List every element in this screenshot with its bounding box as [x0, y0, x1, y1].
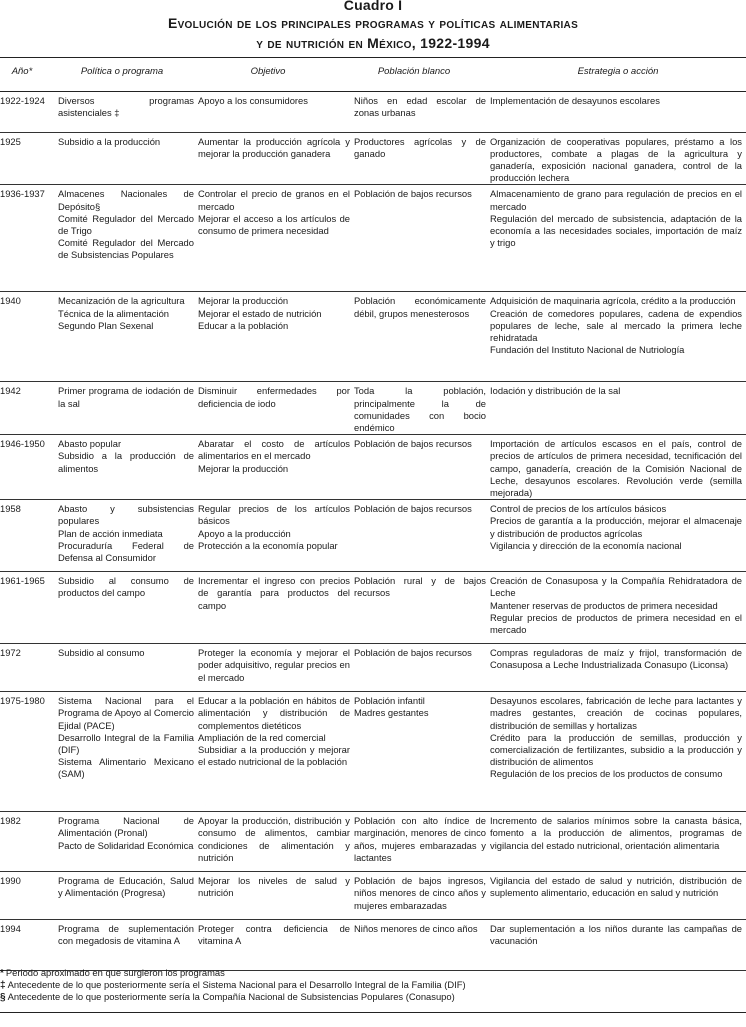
objective-text: Subsidiar a la producción y mejorar el estado nutricional de la población [198, 743, 350, 768]
objective-text: Proteger la economía y mejorar el poder adquisitivo, regular precios en el mercado [198, 647, 350, 683]
objective-text: Aumentar la producción agrícola y mejorar la producción ganadera [198, 135, 350, 159]
year-text: 1994 [0, 923, 21, 935]
objective-text: Educar a la población en hábitos de alimentación y distribución de complementos dietéticos [198, 695, 350, 731]
year-cell [0, 92, 58, 132]
policy-text: Programa de Educación, Salud y Alimentación (Progresa) [58, 875, 194, 899]
objective-cell [198, 92, 354, 132]
table-row [0, 812, 746, 872]
objective-text: Proteger contra deficiencia de vitamina A [198, 923, 350, 947]
footnote [0, 991, 455, 1003]
population-cell [354, 92, 490, 132]
year-cell [0, 382, 58, 435]
footnote-symbol: * [0, 968, 4, 979]
policy-text: Abasto y subsistencias populares [58, 503, 194, 527]
footnote-text: Antecedente de lo que posteriormente sería el Sistema Nacional para el Desarrollo Integral de la Familia (DIF) [7, 979, 466, 990]
population-cell [354, 132, 490, 185]
policy-cell [58, 132, 198, 185]
table-row [0, 920, 746, 971]
table-row [0, 692, 746, 812]
objective-cell [198, 132, 354, 185]
year-text: 1936-1937 [0, 188, 45, 200]
header-policy: Política o programa [80, 66, 164, 77]
strategy-text: Control de precios de los artículos básicos [490, 503, 667, 515]
policy-cell [58, 92, 198, 132]
table-row [0, 92, 746, 132]
population-cell [354, 382, 490, 435]
strategy-text: Regulación de los precios de los productos de consumo [490, 768, 723, 780]
strategy-text: Almacenamiento de grano para regulación de precios en el mercado [490, 188, 742, 212]
table-row [0, 132, 746, 185]
footnote [0, 967, 225, 979]
strategy-cell [490, 872, 746, 920]
year-cell [0, 500, 58, 572]
year-text: 1958 [0, 503, 21, 515]
policy-text: Comité Regulador del Mercado de Subsistencias Populares [58, 237, 194, 261]
policy-text: Plan de acción inmediata [58, 527, 163, 539]
strategy-text: Creación de Conasuposa y la Compañía Rehidratadora de Leche [490, 575, 742, 599]
year-text: 1946-1950 [0, 438, 45, 450]
policy-text: Diversos programas asistenciales ‡ [58, 95, 194, 119]
population-text: Población económicamente débil, grupos menesterosos [354, 295, 486, 319]
population-text: Población de bajos recursos [354, 503, 472, 515]
objective-cell [198, 920, 354, 971]
strategy-text: Regulación del mercado de subsistencia, adaptación de la economía a las necesidades sociales, importación de maíz y trigo [490, 212, 742, 249]
header-year: Año* [11, 66, 33, 77]
strategy-cell [490, 692, 746, 812]
policy-text: Sistema Nacional para el Programa de Apoyo al Comercio Ejidal (PACE) [58, 695, 194, 731]
policy-cell [58, 292, 198, 382]
strategy-text: Creación de comedores populares, cadena de expendios populares de leche, sale al mercado la primera leche rehidratada [490, 307, 742, 343]
objective-text: Disminuir enfermedades por deficiencia de iodo [198, 385, 350, 409]
year-text: 1942 [0, 385, 21, 397]
strategy-text: Mantener reservas de productos de primera necesidad [490, 599, 718, 611]
objective-cell [198, 644, 354, 692]
objective-cell [198, 872, 354, 920]
population-cell [354, 872, 490, 920]
year-cell [0, 132, 58, 185]
strategy-text: Organización de cooperativas populares, préstamo a los productores, combate a plagas de la agricultura y ganadería, exposición nacional ganadera, control de la producción lechera [490, 135, 742, 184]
strategy-cell [490, 572, 746, 644]
year-cell [0, 644, 58, 692]
strategy-text: Implementación de desayunos escolares [490, 95, 660, 106]
objective-text: Apoyo a los consumidores [198, 95, 308, 106]
strategy-cell [490, 92, 746, 132]
strategy-cell [490, 382, 746, 435]
objective-text: Mejorar el estado de nutrición [198, 307, 322, 319]
objective-text: Regular precios de los artículos básicos [198, 503, 350, 527]
population-cell [354, 692, 490, 812]
year-text: 1975-1980 [0, 695, 45, 707]
year-text: 1940 [0, 295, 21, 307]
year-cell [0, 572, 58, 644]
policy-text: Programa Nacional de Alimentación (Pronal) [58, 815, 194, 839]
population-text: Toda la población, principalmente la de comunidades con bocio endémico [354, 385, 486, 433]
header-objective: Objetivo [250, 66, 286, 77]
population-cell [354, 185, 490, 292]
policy-text: Programa de suplementación con megadosis de vitamina A [58, 923, 194, 947]
policy-text: Procuraduría Federal de Defensa al Consumidor [58, 539, 194, 563]
policy-cell [58, 812, 198, 872]
policy-text: Primer programa de iodación de la sal [58, 385, 194, 409]
header-strategy: Estrategia o acción [577, 66, 659, 77]
table-label: Cuadro I [343, 0, 403, 13]
year-text: 1925 [0, 135, 21, 147]
year-text: 1922-1924 [0, 95, 45, 106]
population-text: Población con alto índice de marginación, menores de cinco años, mujeres embarazadas y lactantes [354, 815, 486, 863]
footnote-symbol: § [0, 992, 6, 1003]
footnote-symbol: ‡ [0, 980, 6, 991]
table-row [0, 382, 746, 435]
population-text: Población de bajos recursos [354, 188, 472, 200]
strategy-cell [490, 644, 746, 692]
table-row [0, 644, 746, 692]
population-text: Niños en edad escolar de zonas urbanas [354, 95, 486, 119]
strategy-cell [490, 500, 746, 572]
strategy-text: Vigilancia y dirección de la economía nacional [490, 539, 682, 551]
objective-text: Controlar el precio de granos en el mercado [198, 188, 350, 212]
year-cell [0, 812, 58, 872]
strategy-text: Iodación y distribución de la sal [490, 385, 621, 397]
strategy-cell [490, 435, 746, 500]
population-text: Población infantil [354, 695, 425, 707]
objective-cell [198, 500, 354, 572]
table-row [0, 500, 746, 572]
objective-text: Mejorar la producción [198, 462, 289, 474]
policy-text: Comité Regulador del Mercado de Trigo [58, 212, 194, 236]
policy-text: Técnica de la alimentación [58, 307, 169, 319]
population-text: Población de bajos ingresos, niños menores de cinco años y mujeres embarazadas [354, 875, 486, 911]
objective-cell [198, 382, 354, 435]
objective-cell [198, 292, 354, 382]
objective-cell [198, 185, 354, 292]
footnote-text: Antecedente de lo que posteriormente sería la Compañía Nacional de Subsistencias Populares (Conasupo) [7, 991, 455, 1002]
strategy-cell [490, 812, 746, 872]
year-text: 1961-1965 [0, 575, 45, 587]
policy-text: Desarrollo Integral de la Familia (DIF) [58, 731, 194, 755]
policy-cell [58, 872, 198, 920]
footnote [0, 979, 466, 991]
policy-cell [58, 185, 198, 292]
policy-text: Abasto popular [58, 438, 122, 450]
strategy-cell [490, 292, 746, 382]
objective-text: Apoyar la producción, distribución y consumo de alimentos, cambiar condiciones de alimentación y nutrición [198, 815, 350, 863]
policy-cell [58, 435, 198, 500]
objective-text: Protección a la economía popular [198, 539, 338, 551]
strategy-text: Adquisición de maquinaria agrícola, crédito a la producción [490, 295, 736, 307]
table-row [0, 292, 746, 382]
table-title-line-1: Evolución de los principales programas y políticas alimentarias [167, 15, 579, 31]
population-text: Población de bajos recursos [354, 647, 472, 659]
objective-text: Mejorar la producción [198, 295, 289, 307]
policy-text: Subsidio a la producción [58, 135, 161, 147]
year-cell [0, 692, 58, 812]
objective-text: Mejorar el acceso a los artículos de consumo de primera necesidad [198, 212, 350, 236]
policy-cell [58, 572, 198, 644]
year-cell [0, 872, 58, 920]
table-row [0, 872, 746, 920]
policy-text: Almacenes Nacionales de Depósito§ [58, 188, 194, 212]
strategy-cell [490, 920, 746, 971]
year-cell [0, 435, 58, 500]
strategy-text: Compras reguladoras de maíz y frijol, transformación de Conasuposa a Leche Industrializada Conasupo (Liconsa) [490, 647, 742, 671]
table-title-line-2: y de nutrición en México, 1922-1994 [256, 35, 490, 51]
population-cell [354, 572, 490, 644]
policy-text: Subsidio a la producción de alimentos [58, 450, 194, 474]
population-text: Población rural y de bajos recursos [354, 575, 486, 599]
table-row [0, 185, 746, 292]
objective-cell [198, 692, 354, 812]
policy-cell [58, 500, 198, 572]
population-text: Población de bajos recursos [354, 438, 472, 450]
policy-text: Mecanización de la agricultura [58, 295, 185, 307]
population-cell [354, 500, 490, 572]
objective-cell [198, 572, 354, 644]
strategy-text: Regular precios de productos de primera necesidad en el mercado [490, 611, 742, 635]
population-text: Madres gestantes [354, 707, 429, 719]
objective-text: Educar a la población [198, 319, 289, 331]
population-cell [354, 920, 490, 971]
strategy-text: Desayunos escolares, fabricación de leche para lactantes y madres gestantes, creación de cocinas populares, distribución de semillas y hortalizas [490, 695, 742, 731]
year-text: 1982 [0, 815, 21, 827]
policy-text: Sistema Alimentario Mexicano (SAM) [58, 756, 194, 780]
population-text: Productores agrícolas y de ganado [354, 135, 486, 159]
strategy-cell [490, 132, 746, 185]
footnote-text: Periodo aproximado en que surgieron los programas [5, 967, 225, 978]
header-population: Población blanco [377, 66, 451, 77]
policy-cell [58, 692, 198, 812]
strategy-text: Fundación del Instituto Nacional de Nutriología [490, 344, 685, 356]
objective-cell [198, 812, 354, 872]
policy-text: Subsidio al consumo [58, 647, 145, 659]
policy-text: Pacto de Solidaridad Económica [58, 839, 194, 851]
policy-cell [58, 920, 198, 971]
year-text: 1990 [0, 875, 21, 887]
strategy-cell [490, 185, 746, 292]
strategy-text: Crédito para la producción de semillas, producción y comercialización de fertilizantes, subsidio a la producción y distribución de alimentos [490, 731, 742, 768]
strategy-text: Precios de garantía a la producción, mejorar el almacenaje y distribución de productos agrícolas [490, 515, 742, 539]
population-cell [354, 435, 490, 500]
objective-text: Ampliación de la red comercial [198, 731, 326, 743]
table-row [0, 435, 746, 500]
objective-text: Incrementar el ingreso con precios de garantía para productos del campo [198, 575, 350, 611]
year-cell [0, 920, 58, 971]
programs-table [0, 92, 746, 971]
objective-text: Mejorar los niveles de salud y nutrición [198, 875, 350, 899]
year-text: 1972 [0, 647, 21, 659]
population-text: Niños menores de cinco años [354, 923, 478, 935]
objective-text: Apoyo a la producción [198, 527, 291, 539]
population-cell [354, 812, 490, 872]
year-cell [0, 292, 58, 382]
top-rule [0, 57, 746, 58]
bottom-rule [0, 1012, 746, 1013]
policy-text: Subsidio al consumo de productos del campo [58, 575, 194, 599]
population-cell [354, 644, 490, 692]
strategy-text: Importación de artículos escasos en el país, control de precios de artículos de primera necesidad, tecnificación del campo, ganadería, creación de la Comisión Nacional de Leche, desayunos escolares. Revolución verde (semilla mejorada) [490, 438, 742, 498]
objective-text: Abaratar el costo de artículos alimentarios en el mercado [198, 438, 350, 462]
objective-cell [198, 435, 354, 500]
table-row [0, 572, 746, 644]
strategy-text: Dar suplementación a los niños durante las campañas de vacunación [490, 923, 742, 947]
population-cell [354, 292, 490, 382]
strategy-text: Incremento de salarios mínimos sobre la canasta básica, fomento a la producción de alimentos, programas de vigilancia del estado nutricional, orientación alimentaria [490, 815, 742, 851]
year-cell [0, 185, 58, 292]
policy-cell [58, 644, 198, 692]
policy-text: Segundo Plan Sexenal [58, 319, 154, 331]
policy-cell [58, 382, 198, 435]
strategy-text: Vigilancia del estado de salud y nutrición, distribución de suplemento alimentario, educación en salud y nutrición [490, 875, 742, 899]
